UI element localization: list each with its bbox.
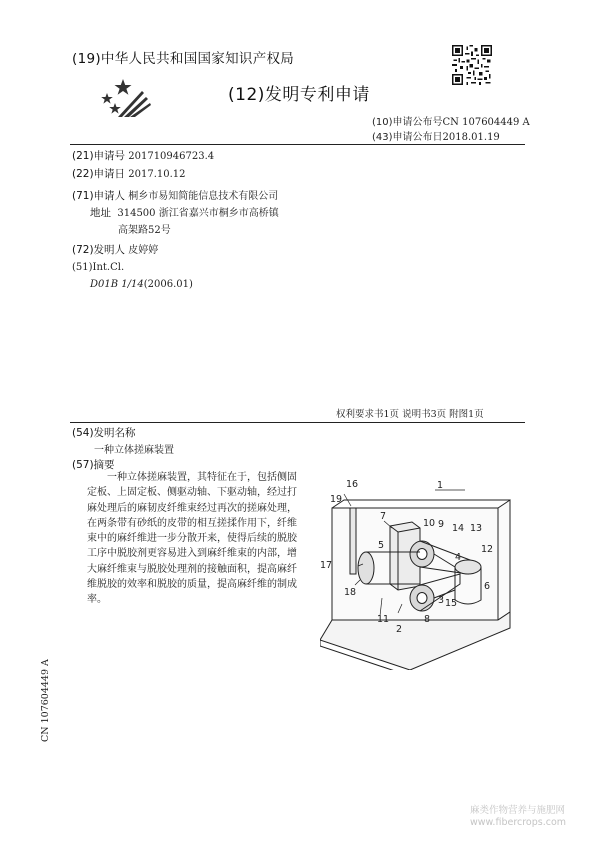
inventor: (72)发明人 皮婷婷 xyxy=(72,244,159,256)
ref-label: 12 xyxy=(481,544,494,555)
abstract-label: (57)摘要 xyxy=(72,459,115,471)
device-drawing xyxy=(320,470,520,670)
ref-label: 13 xyxy=(470,523,483,534)
applicant-address: 地址 314500 浙江省嘉兴市桐乡市高桥镇 xyxy=(90,207,279,219)
ref-label: 10 xyxy=(423,518,436,529)
document-type: (12)发明专利申请 xyxy=(228,85,370,105)
ref-label: 3 xyxy=(438,595,445,606)
ref-label: 2 xyxy=(396,624,403,635)
applicant-address-line2: 高架路52号 xyxy=(118,225,171,236)
ref-label: 5 xyxy=(378,540,385,551)
publication-date: (43)申请公布日2018.01.19 xyxy=(372,132,500,143)
abstract-text: 一种立体搓麻装置，其特征在于，包括侧固定板、上固定板、侧驱动轴、下驱动轴，经过打麻处理后的麻韧皮纤维束经过再次的搓麻处理，在两条带有砂纸的皮带的相互搓揉作用下，纤维束中的麻纤维进一步分散开来，使得后续的脱胶工序中脱胶剂更容易进入到麻纤维束的内部，增大麻纤维束与脱胶处理剂的接触面积，提高麻纤维脱胶的效率和脱胶的质量，提高麻纤维的制成率。 xyxy=(87,472,297,606)
invention-title-label: (54)发明名称 xyxy=(72,427,136,439)
ref-label: 6 xyxy=(484,581,491,592)
filing-date: (22)申请日 2017.10.12 xyxy=(72,168,186,180)
ref-label: 4 xyxy=(455,552,462,563)
ref-label: 8 xyxy=(424,614,431,625)
ref-label: 11 xyxy=(377,614,390,625)
pages-rule xyxy=(70,422,525,423)
int-cl-label: (51)Int.Cl. xyxy=(72,262,125,273)
site-watermark: 麻类作物营养与施肥网 www.fibercrops.com xyxy=(470,805,567,828)
ref-label: 9 xyxy=(438,519,445,530)
publication-number: (10)申请公布号CN 107604449 A xyxy=(372,117,530,128)
header-rule xyxy=(70,144,525,145)
ref-label: 18 xyxy=(344,587,357,598)
ref-label: 15 xyxy=(445,598,458,609)
issuing-office: (19)中华人民共和国国家知识产权局 xyxy=(72,51,295,67)
ref-label: 17 xyxy=(320,560,333,571)
pages-info: 权利要求书1页 说明书3页 附图1页 xyxy=(336,409,484,420)
ref-label: 19 xyxy=(330,494,343,505)
applicant: (71)申请人 桐乡市易知简能信息技术有限公司 xyxy=(72,190,279,202)
office-emblem-icon xyxy=(96,77,154,119)
ref-label: 16 xyxy=(346,479,359,490)
int-cl-class: D01B 1/14(2006.01) xyxy=(90,279,193,290)
ref-label: 7 xyxy=(380,511,387,522)
qr-code-icon xyxy=(452,45,492,85)
ref-label: 14 xyxy=(452,523,465,534)
ref-label: 1 xyxy=(437,480,444,491)
side-publication-number: CN 107604449 A xyxy=(40,659,51,742)
application-number: (21)申请号 201710946723.4 xyxy=(72,150,215,162)
invention-title: 一种立体搓麻装置 xyxy=(94,445,174,456)
